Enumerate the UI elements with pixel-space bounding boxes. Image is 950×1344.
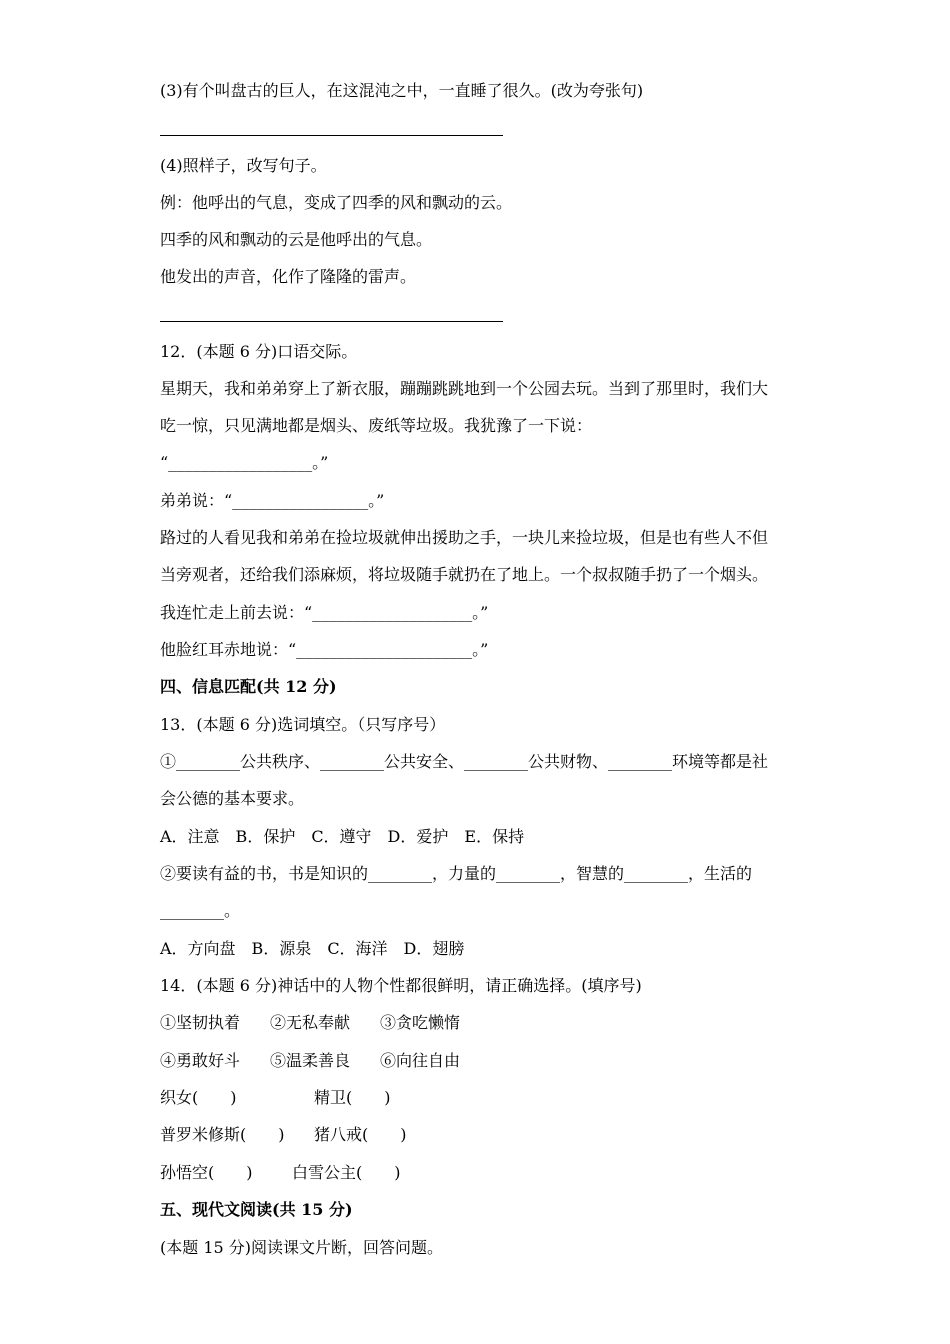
- trait-item: ⑤温柔善良: [270, 1051, 351, 1070]
- q12-quote2: 弟弟说：“_________________。”: [160, 491, 385, 510]
- character-item: 精卫( ): [314, 1088, 391, 1107]
- trait-item: ⑥向往自由: [380, 1051, 461, 1070]
- q12-header: 12．(本题 6 分)口语交际。: [160, 342, 358, 361]
- q13-item2-line1: ②要读有益的书，书是知识的________，力量的________，智慧的________，生活的: [160, 864, 753, 883]
- q13-header: 13．(本题 6 分)选词填空。（只写序号）: [160, 715, 446, 734]
- q11-part4-example-line1: 例：他呼出的气息，变成了四季的风和飘动的云。: [160, 193, 513, 212]
- q14-traits-row2: [160, 1050, 460, 1072]
- answer-line: [160, 135, 503, 136]
- trait-item: ④勇敢好斗: [160, 1051, 241, 1070]
- q11-part3-text: (3)有个叫盘古的巨人，在这混沌之中，一直睡了很久。(改为夸张句): [160, 81, 644, 100]
- character-item: 白雪公主( ): [292, 1163, 401, 1182]
- q14-character-row3: [160, 1162, 401, 1184]
- q12-paragraph2-line2: 当旁观者，还给我们添麻烦，将垃圾随手就扔在了地上。一个叔叔随手扔了一个烟头。: [160, 565, 769, 584]
- q13-item1-line1: ①________公共秩序、________公共安全、________公共财物、________环境等都是社: [160, 752, 769, 771]
- section5-heading: 五、现代文阅读(共 15 分): [160, 1200, 353, 1219]
- q13-item1-line2: 会公德的基本要求。: [160, 789, 305, 808]
- answer-line: [160, 321, 503, 322]
- q14-traits-row1: [160, 1012, 460, 1034]
- trait-item: ②无私奉献: [270, 1013, 351, 1032]
- q13-item1-options: A．注意 B．保护 C．遵守 D．爱护 E．保持: [160, 827, 525, 846]
- q14-character-row2: [160, 1124, 407, 1146]
- character-item: 普罗米修斯( ): [160, 1125, 285, 1144]
- trait-item: ③贪吃懒惰: [380, 1013, 461, 1032]
- q14-character-row1: [160, 1087, 391, 1109]
- q12-quote3: 我连忙走上前去说：“____________________。”: [160, 603, 489, 622]
- q12-quote1: “__________________。”: [160, 453, 329, 472]
- section4-heading: 四、信息匹配(共 12 分): [160, 677, 337, 696]
- character-item: 猪八戒( ): [314, 1125, 407, 1144]
- q11-part4-sentence: 他发出的声音，化作了隆隆的雷声。: [160, 267, 417, 286]
- q12-paragraph1-line1: 星期天，我和弟弟穿上了新衣服，蹦蹦跳跳地到一个公园去玩。当到了那里时，我们大: [160, 379, 769, 398]
- q13-item2-options: A．方向盘 B．源泉 C．海洋 D．翅膀: [160, 939, 465, 958]
- q14-header: 14．(本题 6 分)神话中的人物个性都很鲜明，请正确选择。(填序号): [160, 976, 642, 995]
- q12-paragraph2-line1: 路过的人看见我和弟弟在捡垃圾就伸出援助之手，一块儿来捡垃圾，但是也有些人不但: [160, 528, 769, 547]
- q11-part4-example-line2: 四季的风和飘动的云是他呼出的气息。: [160, 230, 433, 249]
- character-item: 织女( ): [160, 1088, 237, 1107]
- q12-quote4: 他脸红耳赤地说：“______________________。”: [160, 640, 489, 659]
- q12-paragraph1-line2: 吃一惊，只见满地都是烟头、废纸等垃圾。我犹豫了一下说：: [160, 416, 593, 435]
- q11-part4-intro: (4)照样子，改写句子。: [160, 156, 327, 175]
- character-item: 孙悟空( ): [160, 1163, 253, 1182]
- section5-intro: (本题 15 分)阅读课文片断，回答问题。: [160, 1238, 444, 1257]
- q13-item2-line2: ________。: [160, 901, 241, 920]
- trait-item: ①坚韧执着: [160, 1013, 241, 1032]
